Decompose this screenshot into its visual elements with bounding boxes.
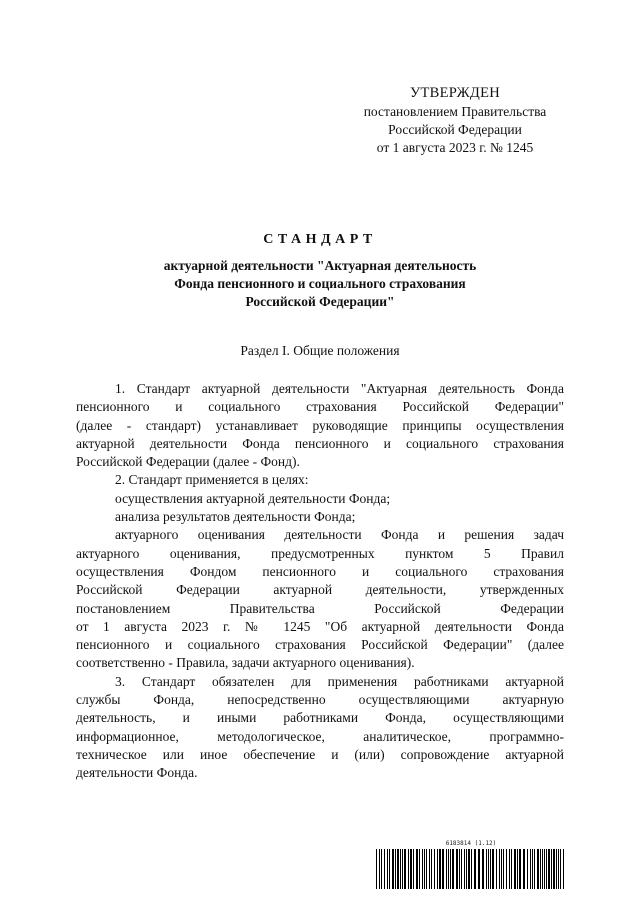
document-title: СТАНДАРТ (263, 232, 377, 247)
paragraph-3-line: службы Фонда, непосредственно осуществляющими актуарную (76, 692, 564, 708)
approval-heading: УТВЕРЖДЕН (409, 85, 501, 101)
paragraph-2-item-line: пенсионного и социального страхования Российской Федерации" (далее (76, 637, 564, 653)
document-subtitle (110, 257, 530, 311)
paragraph-2-item-line: постановлением Правительства Российской Федерации (76, 600, 564, 616)
paragraph-2-item-line: актуарного оценивания, предусмотренных пунктом 5 Правил (76, 545, 564, 561)
paragraph-2: 2. Стандарт применяется в целях: (115, 472, 309, 488)
paragraph-3-line: деятельность, и иными работниками Фонда, осуществляющими (76, 710, 564, 726)
paragraph-2-item: осуществления актуарной деятельности Фонда; (115, 490, 391, 506)
subtitle-line: актуарной деятельности "Актуарная деятельность (163, 258, 477, 273)
paragraph-1-line: пенсионного и социального страхования Российской Федерации" (76, 399, 564, 415)
section-heading: Раздел I. Общие положения (240, 343, 400, 358)
paragraph-3-line: информационное, методологическое, аналитическое, программно- (76, 728, 564, 744)
approval-block (340, 84, 570, 157)
paragraph-3-line: деятельности Фонда. (76, 765, 198, 781)
paragraph-3-line: 3. Стандарт обязателен для применения работниками актуарной (115, 673, 564, 689)
paragraph-3-line: техническое или иное обеспечение и (или) сопровождение актуарной (76, 746, 564, 762)
approval-line: от 1 августа 2023 г. № 1245 (376, 140, 534, 155)
approval-line: Российской Федерации (388, 122, 522, 137)
paragraph-1-line: актуарной деятельности Фонда пенсионного и социального страхования (76, 435, 564, 451)
document-footer (376, 840, 566, 889)
paragraph-2-item-line: актуарного оценивания деятельности Фонда и решения задач (115, 527, 564, 543)
approval-line: постановлением Правительства (363, 104, 547, 119)
subtitle-line: Фонда пенсионного и социального страхования (174, 276, 466, 291)
paragraph-2-item-line: соответственно - Правила, задачи актуарного оценивания). (76, 655, 415, 671)
paragraph-2-item-line: Российской Федерации актуарной деятельности, утвержденных (76, 582, 564, 598)
barcode-icon (376, 849, 566, 889)
paragraph-2-item-line: осуществления Фондом пенсионного и социального страхования (76, 563, 564, 579)
paragraph-1-line: (далее - стандарт) устанавливает руководящие принципы осуществления (76, 417, 564, 433)
subtitle-line: Российской Федерации" (245, 294, 395, 309)
document-code: 6183814 (1.12) (445, 840, 497, 847)
paragraph-2-item-line: от 1 августа 2023 г. № 1245 "Об актуарной деятельности Фонда (76, 618, 564, 634)
paragraph-2-item: анализа результатов деятельности Фонда; (115, 509, 356, 525)
document-body (76, 380, 564, 783)
paragraph-1-line: Российской Федерации (далее - Фонд). (76, 454, 300, 470)
paragraph-1-line: 1. Стандарт актуарной деятельности "Актуарная деятельность Фонда (115, 381, 564, 396)
